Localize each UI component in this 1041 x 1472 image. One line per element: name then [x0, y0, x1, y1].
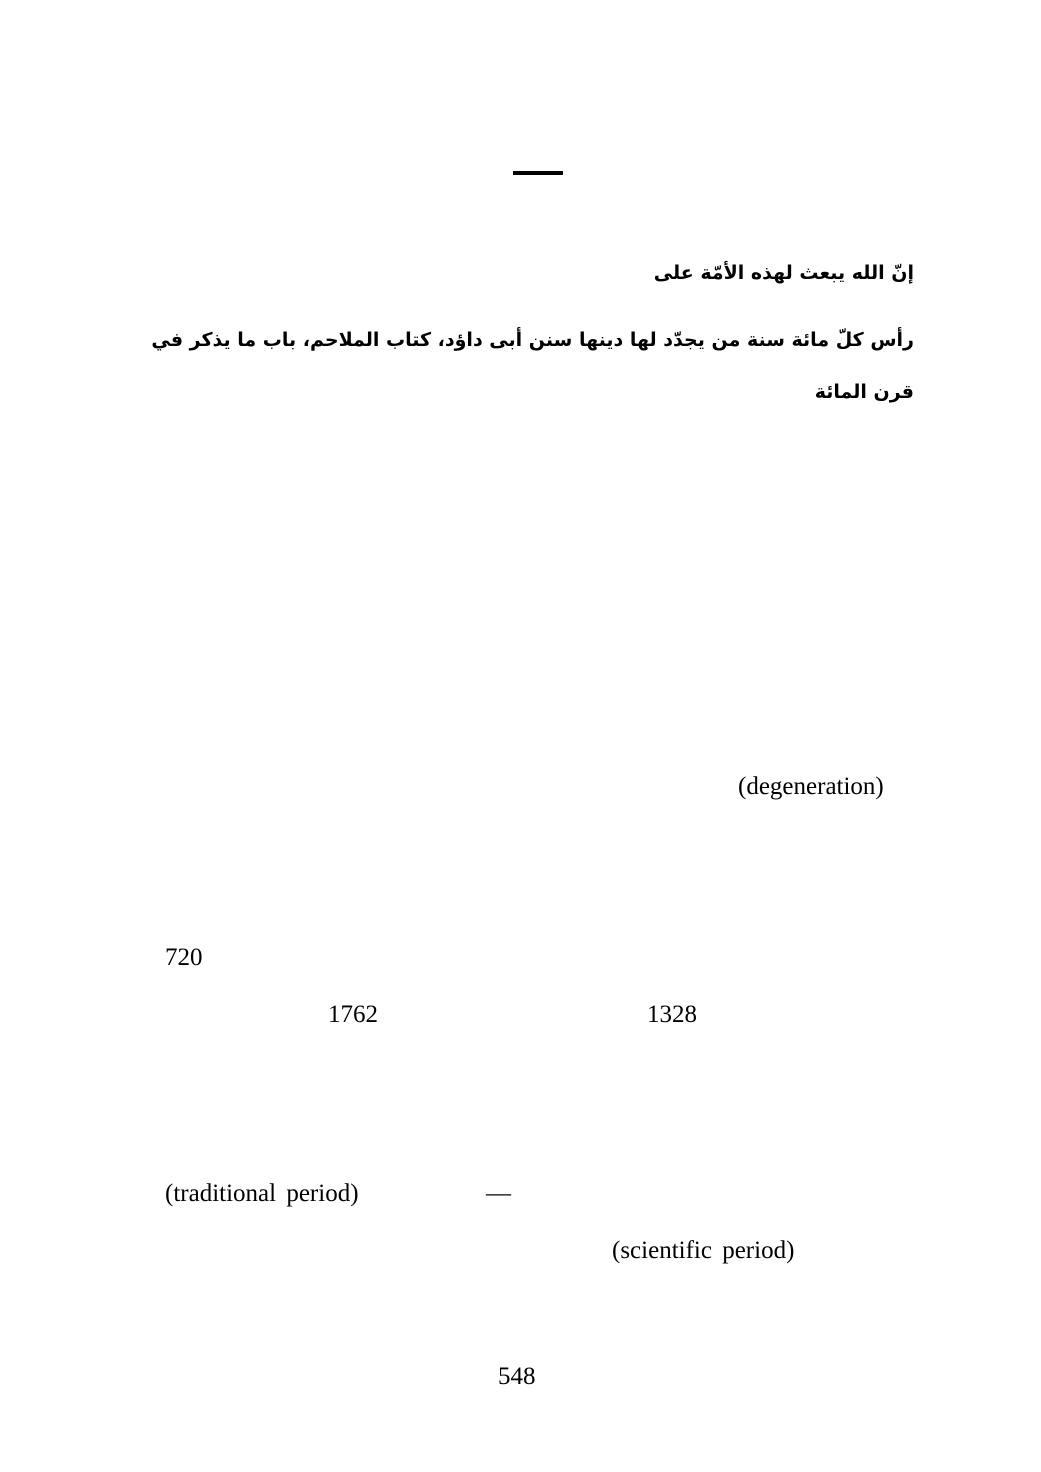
year-1328: 1328 [647, 1001, 697, 1028]
term-degeneration: (degeneration) [738, 773, 884, 800]
arabic-quote-line-2: رأس كلّ مائة سنة من يجدّد لها دينها سنن أبى داؤد، كتاب الملاحم، باب ما يذكر في [151, 329, 914, 351]
arabic-quote-line-3: قرن المائة [814, 381, 914, 403]
year-1762: 1762 [328, 1001, 378, 1028]
em-dash: — [486, 1180, 511, 1207]
term-scientific-period: (scientific period) [612, 1237, 795, 1264]
header-rule [513, 171, 563, 175]
year-720: 720 [165, 944, 203, 971]
page-number: 548 [498, 1363, 536, 1390]
arabic-quote-line-1: إنّ الله يبعث لهذه الأمّة على [653, 262, 914, 284]
term-traditional-period: (traditional period) [165, 1180, 359, 1207]
